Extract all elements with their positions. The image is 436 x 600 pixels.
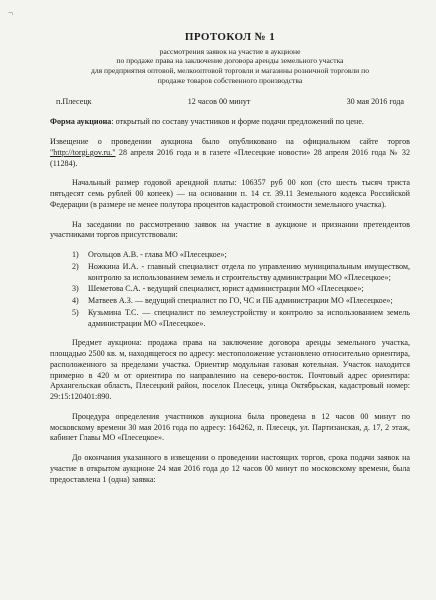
auction-subject-paragraph: Предмет аукциона: продажа права на заключение договора аренды земельного участка, площадью 2500 кв. м, находящегося по адресу: местоположение установлено относительно ориентира, расположенного за пределами участка. Ориентир модульная газовая котельная. Участок находится примерно в 420 м от ориентира по направлению на северо-восток. Почтовый адрес ориентира: Архангельская область, Плесецкий район, поселок Плесецк, улица Октябрьская, кадастровый номер: 29:15:120401:890. [50,338,410,401]
list-item-text: Ножкина И.А. - главный специалист отдела по управлению муниципальным имуществом, контролю за использованием земель и строительству администрации МО «Плесецкое»; [88,261,410,282]
commission-members-list [50,250,410,329]
torgi-link[interactable]: "http://torgi.gov.ru." [50,147,116,157]
list-item [72,296,410,307]
auction-form-text: : открытый по составу участников и форме подачи предложений по цене. [111,117,364,127]
list-item-number: 3) [72,284,79,294]
auction-form-label: Форма аукциона [50,117,112,127]
document-title: ПРОТОКОЛ № 1 [184,31,276,43]
notice-paragraph [50,137,410,169]
notice-text-after: 28 апреля 2016 года и в газете «Плесецкие новости» 28 апреля 2016 года № 32 (11284). [50,147,410,168]
list-item-text: Шеметова С.А. - ведущий специалист, юрист администрации МО «Плесецкое»; [88,284,364,294]
subtitle-line: рассмотрения заявок на участие в аукционе [159,46,301,56]
subtitle-line: продаже товаров собственного производства [157,75,303,85]
commission-intro-paragraph: На заседании по рассмотрению заявок на участие в аукционе и признании претендентов участниками торгов присутствовали: [50,219,410,240]
meta-line [56,97,404,108]
meta-date: 30 мая 2016 года [346,96,404,106]
list-item-number: 5) [72,307,79,317]
list-item [72,284,410,295]
list-item-number: 4) [72,296,79,305]
list-item-number: 1) [72,250,79,259]
list-item-number: 2) [72,261,79,271]
corner-mark: ¬ [8,8,14,18]
list-item [72,262,410,284]
list-item-text: Огольцов А.В. - глава МО «Плесецкое»; [88,250,227,259]
list-item [72,250,410,261]
subtitle-line: по продаже права на заключение договора аренды земельного участка [116,56,344,66]
meta-time: 12 часов 00 минут [187,96,251,106]
deadline-paragraph: До окончания указанного в извещении о проведении настоящих торгов, срока подачи заявок на участие в открытом аукционе 24 мая 2016 года до 12 часов 00 минут по московскому времени, была предоставлена 1 (одна) заявка: [50,453,410,484]
document-subtitle [50,47,410,86]
list-item-text: Кузьмина Т.С. — специалист по землеустройству и контролю за использованием земель администрации МО «Плесецкое». [88,307,410,328]
procedure-paragraph: Процедура определения участников аукциона была проведена в 12 часов 00 минут по московскому времени 30 мая 2016 года по адресу: 164262, п. Плесецк, ул. Партизанская, д. 17, 2 этаж, кабинет Главы МО «Плесецкое». [50,411,410,443]
list-item-text: Матвеев А.З. — ведущий специалист по ГО, ЧС и ПБ администрации МО «Плесецкое»; [88,296,393,305]
price-paragraph: Начальный размер годовой арендной платы: 106357 руб 00 коп (сто шесть тысяч триста пятьдесят семь рублей 00 копеек) — на основании п. 14 ст. 39.11 Земельного кодекса Российской Федерации (в размере не менее полутора процентов кадастровой стоимости земельного участка). [50,178,410,209]
auction-form-paragraph [50,117,410,128]
meta-place: п.Плесецк [56,96,92,106]
notice-text-before: Извещение о проведении аукциона было опубликовано на официальном сайте торгов [50,137,410,146]
subtitle-line: для предприятия оптовой, мелкооптовой торговли и магазины розничной торговли по [91,66,369,76]
list-item [72,308,410,330]
